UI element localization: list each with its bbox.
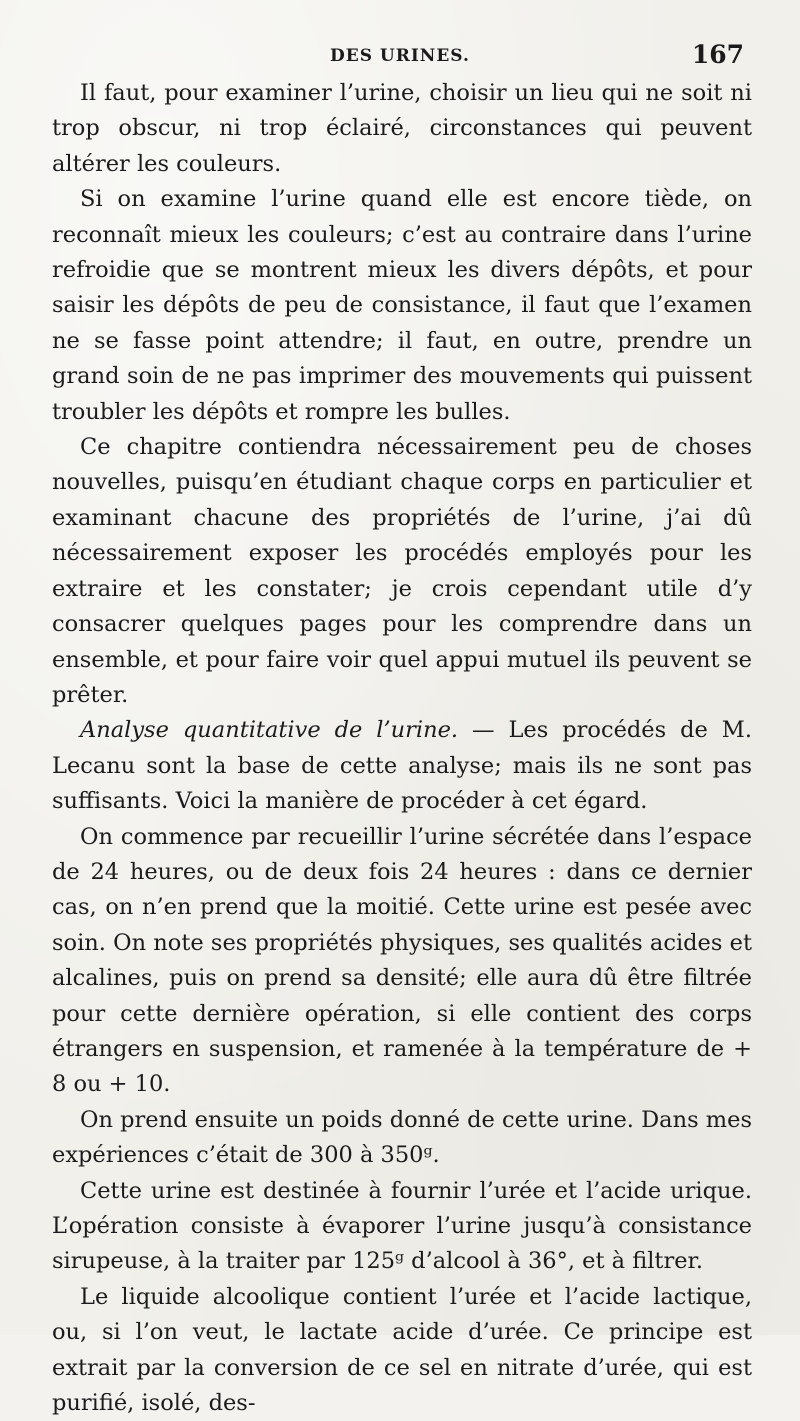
paragraph-text: Si on examine l’urine quand elle est encore tiède, on reconnaît mieux les couleurs; c’est au contraire dans l’urine refroidie que se montrent mieux les divers dépôts, et pour saisir les dépôts de peu de consistance, il faut que l’examen ne se fasse point attendre; il faut, en outre, prendre un grand soin de ne pas imprimer des mouvements qui puissent troubler les dépôts et rompre les bulles. [52, 186, 752, 425]
paragraph-text: Cette urine est destinée à fournir l’urée et l’acide urique. L’opération consiste à évaporer l’urine jusqu’à consistance sirupeuse, à la traiter par 125ᵍ d’alcool à 36°, et à filtrer. [52, 1177, 752, 1275]
running-head: DES URINES. [330, 46, 470, 66]
page-header [52, 40, 752, 76]
paragraph-text: On commence par recueillir l’urine sécrétée dans l’espace de 24 heures, ou de deux fois 24 heures : dans ce dernier cas, on n’en prend que la moitié. Cette urine est pesée avec soin. On note ses propriétés physiques, ses qualités acides et alcalines, puis on prend sa densité; elle aura dû être filtrée pour cette dernière opération, si elle contient des corps étrangers en suspension, et ramenée à la température de + 8 ou + 10. [52, 823, 752, 1098]
paragraph-text: Ce chapitre contiendra nécessairement peu de choses nouvelles, puisqu’en étudiant chaque corps en particulier et examinant chacune des propriétés de l’urine, j’ai dû nécessairement exposer les procédés employés pour les extraire et les constater; je crois cependant utile d’y consacrer quelques pages pour les comprendre dans un ensemble, et pour faire voir quel appui mutuel ils peuvent se prêter. [52, 434, 752, 708]
paragraph-1 [52, 76, 752, 182]
paragraph-3 [52, 430, 752, 713]
body-text [52, 76, 752, 1421]
section-heading-run-in: Analyse quantitative de l’urine. [80, 717, 459, 744]
paragraph-text: Le liquide alcoolique contient l’urée et l’acide lactique, ou, si l’on veut, le lactate acide d’urée. Ce principe est extrait par la conversion de ce sel en nitrate d’urée, qui est purifié, isolé, des- [52, 1283, 752, 1417]
paragraph-7 [52, 1174, 752, 1280]
paragraph-text: Il faut, pour examiner l’urine, choisir un lieu qui ne soit ni trop obscur, ni trop éclairé, circonstances qui peuvent altérer les couleurs. [52, 80, 752, 177]
paragraph-text: On prend ensuite un poids donné de cette urine. Dans mes expériences c’était de 300 à 350ᵍ. [52, 1106, 752, 1169]
page-number: 167 [691, 40, 744, 69]
paragraph-5 [52, 820, 752, 1103]
paragraph-2 [52, 182, 752, 430]
paragraph-6 [52, 1103, 752, 1174]
paragraph-text: — Les procédés de M. Lecanu sont la base de cette analyse; mais ils ne sont pas suffisants. Voici la manière de procéder à cet égard. [52, 717, 752, 815]
paragraph-8 [52, 1280, 752, 1421]
paragraph-4 [52, 713, 752, 819]
book-page [52, 40, 752, 1421]
